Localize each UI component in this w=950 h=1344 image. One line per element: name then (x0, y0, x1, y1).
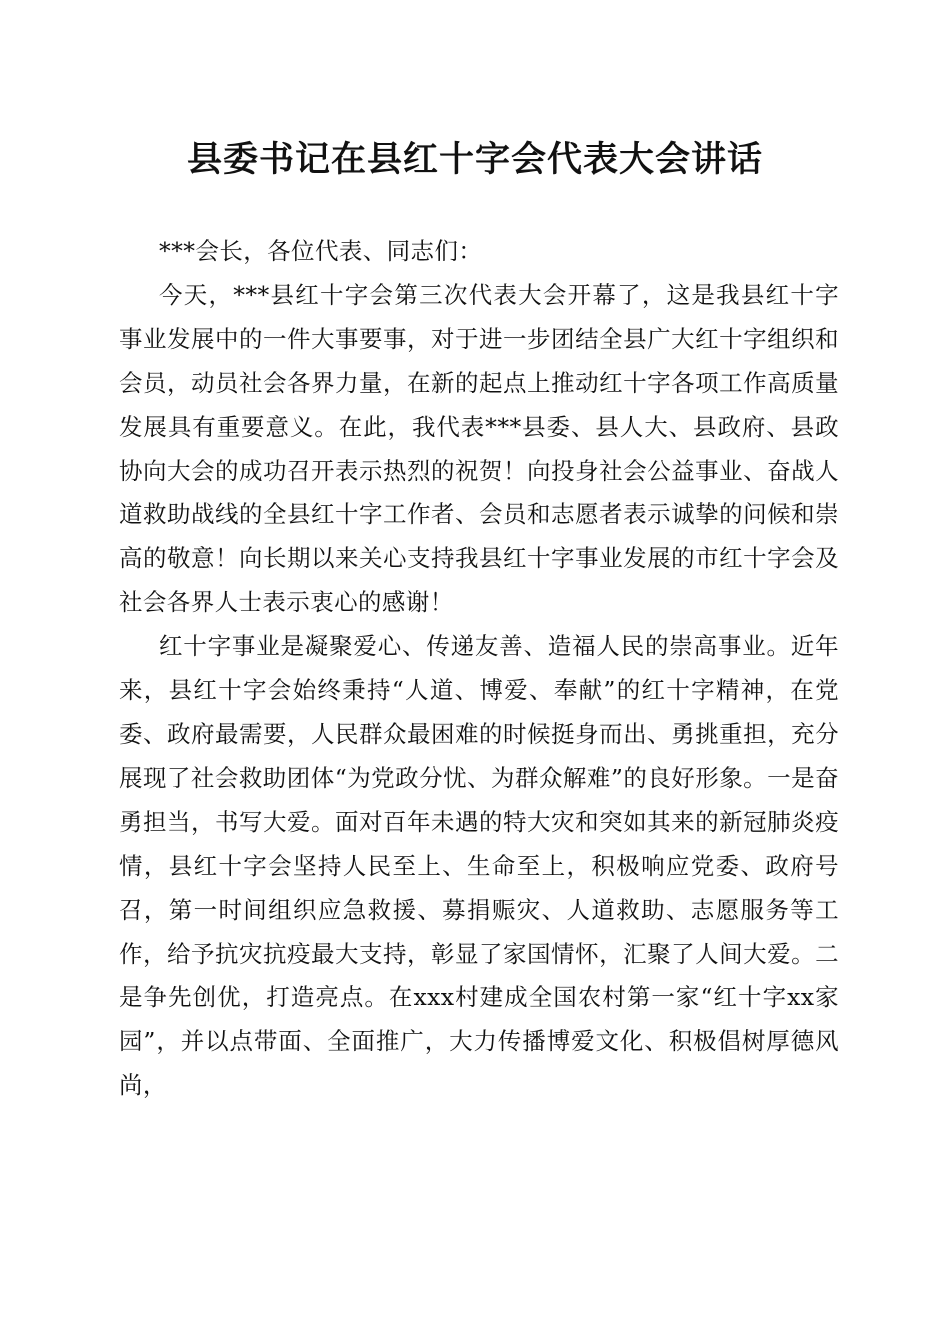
document-body (119, 230, 839, 1108)
opening-paragraph: 今天，***县红十字会第三次代表大会开幕了，这是我县红十字事业发展中的一件大事要事，对于进一步团结全县广大红十字组织和会员，动员社会各界力量，在新的起点上推动红十字各项工作高质量发展具有重要意义。在此，我代表***县委、县人大、县政府、县政协向大会的成功召开表示热烈的祝贺！向投身社会公益事业、奋战人道救助战线的全县红十字工作者、会员和志愿者表示诚挚的问候和崇高的敬意！向长期以来关心支持我县红十字事业发展的市红十字会及社会各界人士表示衷心的感谢！ (119, 280, 839, 617)
document-title: 县委书记在县红十字会代表大会讲话 (186, 139, 763, 180)
achievements-paragraph: 红十字事业是凝聚爱心、传递友善、造福人民的崇高事业。近年来，县红十字会始终秉持“人道、博爱、奉献”的红十字精神，在党委、政府最需要，人民群众最困难的时候挺身而出、勇挑重担，充分展现了社会救助团体“为党政分忧、为群众解难”的良好形象。一是奋勇担当，书写大爱。面对百年未遇的特大灾和突如其来的新冠肺炎疫情，县红十字会坚持人民至上、生命至上，积极响应党委、政府号召，第一时间组织应急救援、募捐赈灾、人道救助、志愿服务等工作，给予抗灾抗疫最大支持，彰显了家国情怀，汇聚了人间大爱。二是争先创优，打造亮点。在xxx村建成全国农村第一家“红十字xx家园”，并以点带面、全面推广，大力传播博爱文化、积极倡树厚德风尚， (119, 632, 839, 1100)
salutation-paragraph: ***会长，各位代表、同志们： (159, 237, 483, 265)
